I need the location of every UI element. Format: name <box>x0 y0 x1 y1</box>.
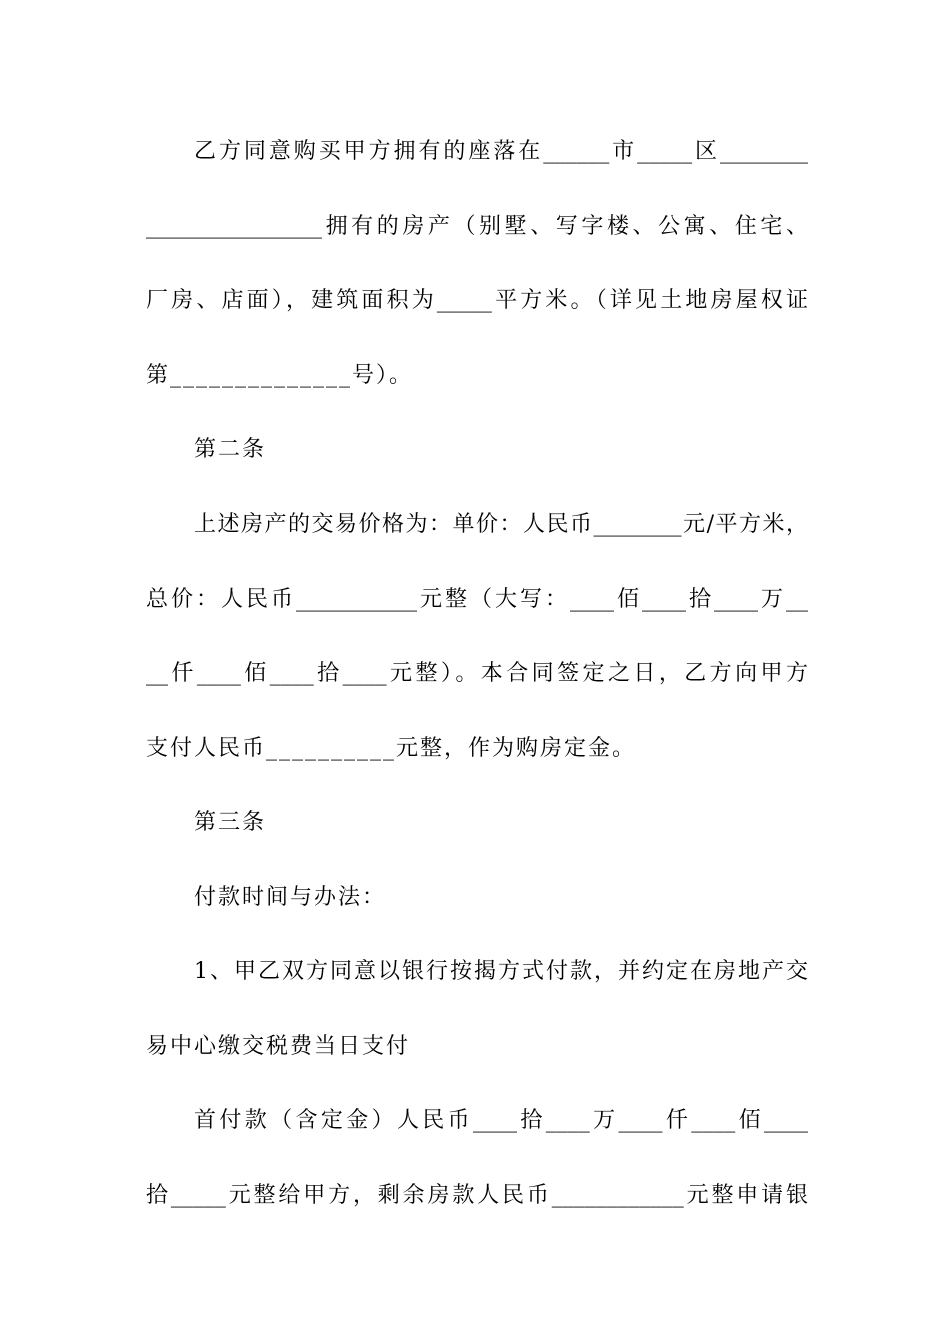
text-line: 付款时间与办法： <box>194 885 387 910</box>
text-line: 1、甲乙双方同意以银行按揭方式付款，并约定在房地产交 <box>194 959 808 984</box>
text-line: 拾_____元整给甲方，剩余房款人民币____________元整申请银 <box>146 1183 808 1208</box>
text-line: 乙方同意购买甲方拥有的座落在______市_____区________ <box>194 139 808 164</box>
section-heading: 第二条 <box>194 437 267 462</box>
text-line: 支付人民币__________元整，作为购房定金。 <box>146 736 637 761</box>
section-heading: 第三条 <box>194 810 267 835</box>
text-line: 首付款（含定金）人民币____拾____万____仟____佰____ <box>194 1108 808 1133</box>
text-line: 上述房产的交易价格为：单价：人民币________元/平方米， <box>194 512 808 537</box>
text-line: ________________拥有的房产（别墅、写字楼、公寓、住宅、 <box>146 214 808 239</box>
text-line: 第______________号）。 <box>146 363 414 388</box>
text-line: __仟____佰____拾____元整）。本合同签定之日，乙方向甲方 <box>146 661 808 686</box>
text-line: 总价：人民币___________元整（大写：____佰____拾____万__ <box>146 587 808 612</box>
text-line: 易中心缴交税费当日支付 <box>146 1034 411 1059</box>
text-line: 厂房、店面），建筑面积为_____平方米。（详见土地房屋权证 <box>146 288 808 313</box>
